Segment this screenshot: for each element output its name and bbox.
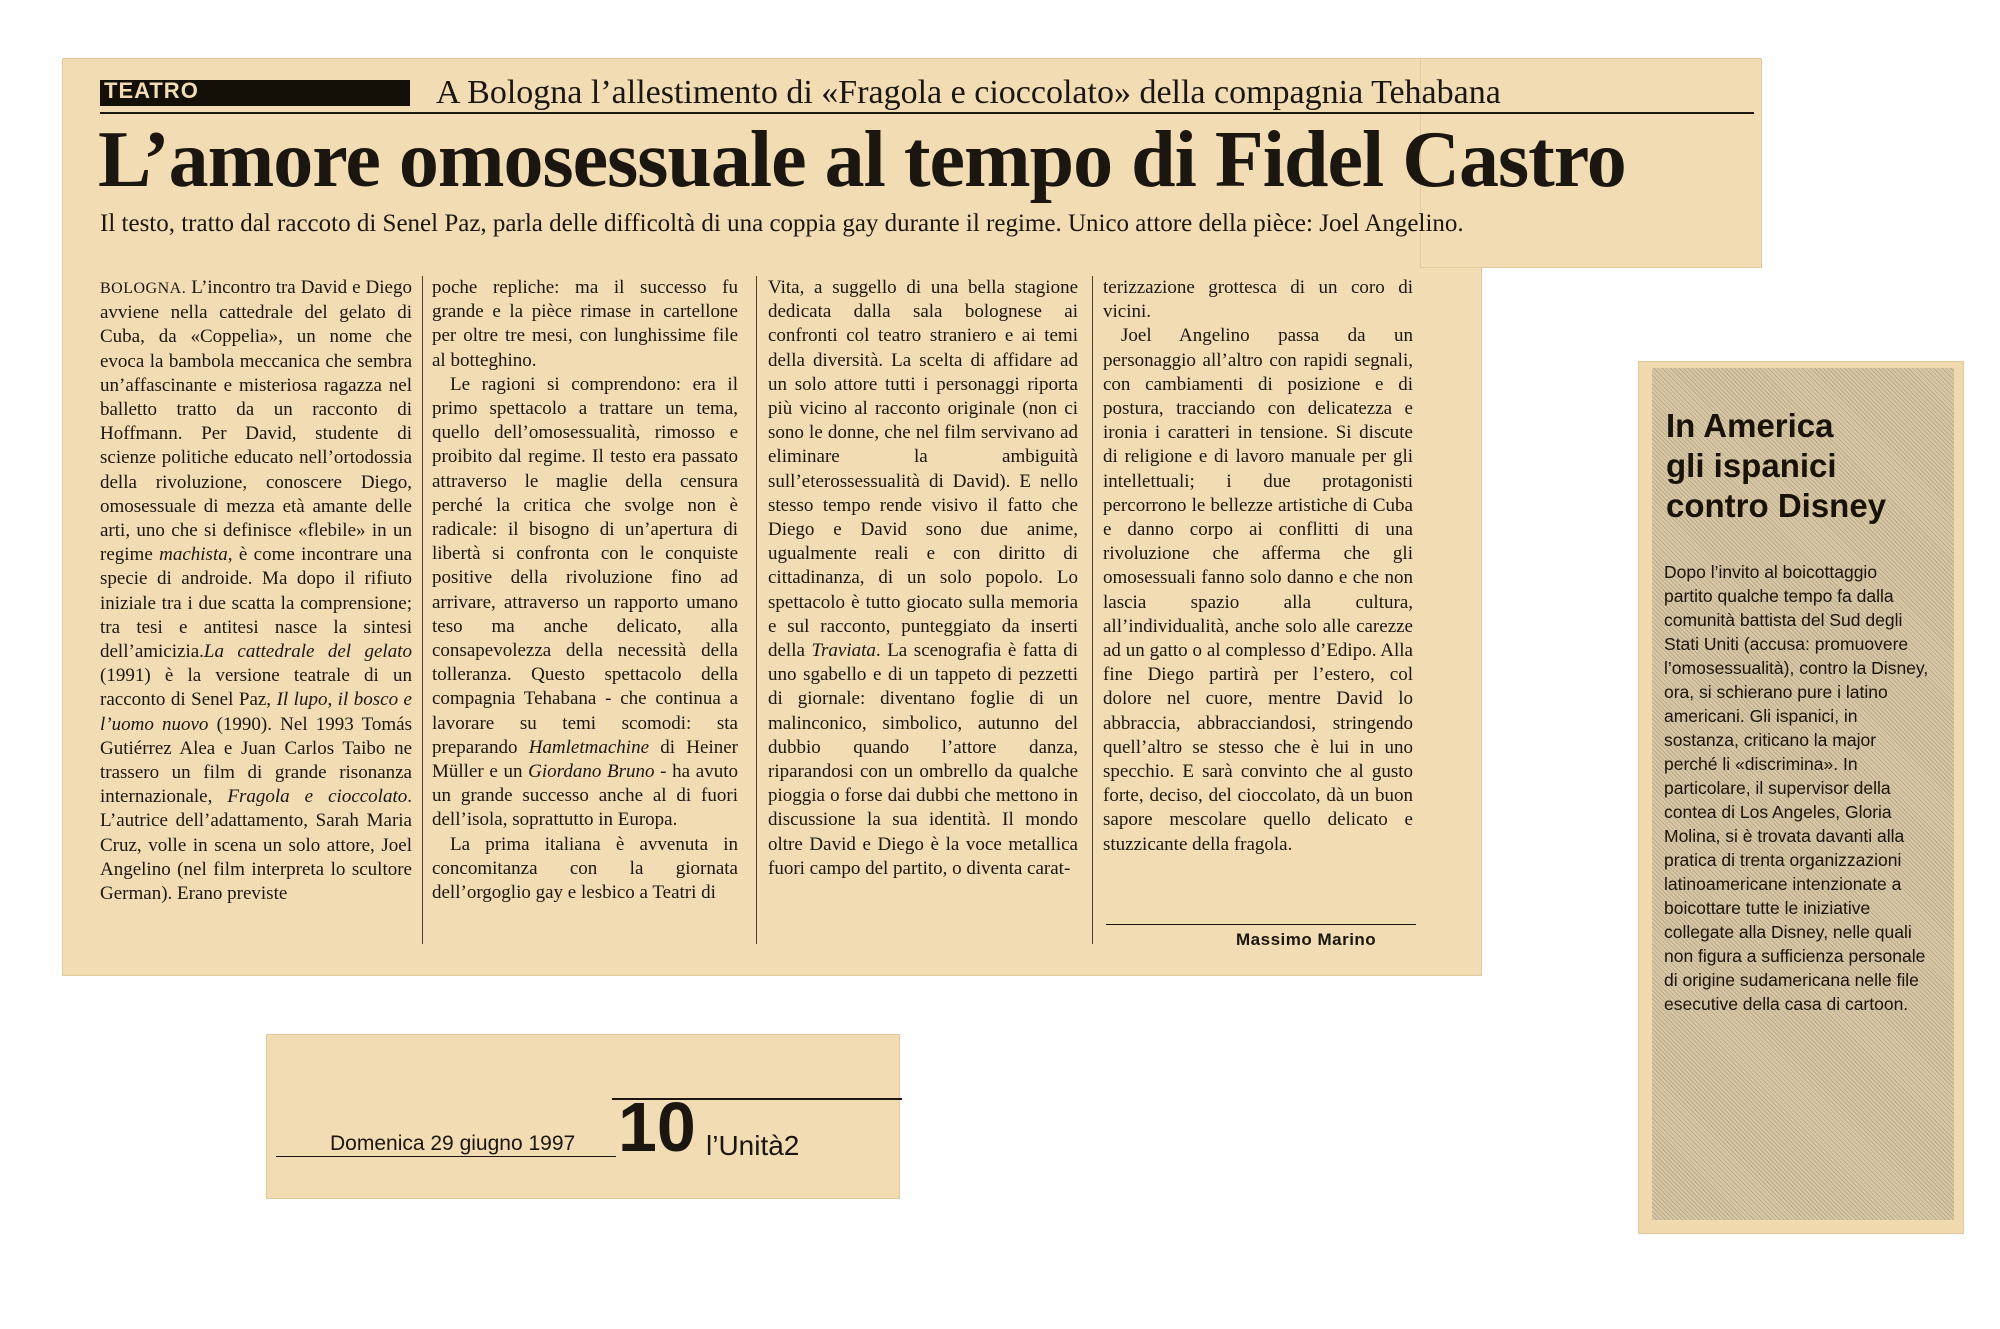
text-run: , è come incontrare una specie di androide. Ma dopo il rifiuto iniziale tra i due scatta la comprensione; tra tesi e antitesi nasce la sintesi dell’amicizia.: [100, 544, 412, 663]
date-rule: [276, 1156, 616, 1157]
page-number: 10: [618, 1088, 696, 1166]
sidebar-body: Dopo l’invito al boicottaggio partito qualche tempo fa dalla comunità battista del Sud degli Stati Uniti (accusa: promuovere l’omosessualità), contro la Disney, ora, si schierano pure i latino americani. Gli ispanici, in sostanza, criticano la major perché li «discrimina». In particolare, il supervisor della contea di Los Angeles, Gloria Molina, si è trovata davanti alla pratica di trenta organizzazioni latinoamericane intenzionate a boicottare tutte le iniziative collegate alla Disney, nelle quali non figura a sufficienza personale di origine sudamericana nelle file esecutive della casa di cartoon.: [1664, 562, 1929, 1014]
column-divider: [422, 276, 423, 944]
column-paragraph: terizzazione grottesca di un coro di vicini.: [1103, 277, 1413, 323]
column-paragraph: [100, 276, 412, 906]
newspaper-name: l’Unità2: [706, 1130, 800, 1161]
italic-run: Il lupo, il bosco e l’uomo nuovo: [100, 689, 412, 735]
text-run: . L’autrice dell’adattamento, Sarah Maria Cruz, volle in scena un solo attore, Joel Angelino (nel film interpreta lo scultore German). Erano previste: [100, 786, 412, 905]
text-run: di Heiner Müller e un: [432, 736, 738, 783]
italic-run: Giordano Bruno: [528, 761, 655, 783]
text-run: - ha avuto un grande successo anche al di fuori dell’isola, soprattutto in Europa.: [432, 761, 738, 831]
byline-rule: [1106, 924, 1416, 925]
text-run: L’incontro tra David e Diego avviene nella cattedrale del gelato di Cuba, da «Coppelia», un nome che evoca la bambola meccanica che sembra un’affascinante e misteriosa ragazza nel balletto tratto da un racconto di Hoffmann. Per David, studente di scienze politiche educato nell’ortodossia della rivoluzione, conoscere Diego, omosessuale di mezza età amante delle arti, uno che si definisce «flebile» in un regime: [100, 277, 412, 566]
column-paragraph: [432, 373, 738, 833]
article-byline: Massimo Marino: [1236, 930, 1377, 949]
italic-run: La cattedrale del gelato: [203, 641, 412, 663]
article-subtitle: A Bologna l’allestimento di «Fragola e cioccolato» della compagnia Tehabana: [436, 74, 1501, 111]
sidebar-title-line: contro Disney: [1666, 487, 1887, 524]
section-kicker: TEATRO: [104, 78, 199, 103]
date-clipping: [266, 1034, 900, 1199]
column-paragraph: poche repliche: ma il successo fu grande e la pièce rimase in cartellone per oltre tre mesi, con lunghissime file al botteghino.: [432, 277, 738, 371]
italic-run: Traviata: [811, 640, 876, 662]
article-column-2: [432, 276, 738, 905]
dateline: BOLOGNA.: [100, 280, 187, 297]
column-paragraph: [768, 276, 1078, 881]
text-run: . La scenografia è fatta di uno sgabello e di un tappeto di pezzetti di giornale: diventano foglie di un malinconico, simbolico, autunno del dubbio quando l’attore danza, riparandosi con un ombrello da qualche pioggia o forse dai dubbi che mettono in discussione la sua identità. Il mondo oltre David e Diego è la voce metallica fuori campo del partito, o diventa carat-: [768, 640, 1078, 879]
sidebar-title-line: In America: [1666, 407, 1834, 444]
article-column-4: [1103, 276, 1413, 857]
italic-run: Hamletmachine: [528, 736, 650, 758]
italic-run: Fragola e cioccolato: [227, 786, 408, 808]
column-paragraph: La prima italiana è avvenuta in concomitanza con la giornata dell’orgoglio gay e lesbico a Teatri di: [432, 833, 738, 904]
column-divider: [1092, 276, 1093, 944]
article-column-3: [768, 276, 1078, 881]
article-headline: L’amore omosessuale al tempo di Fidel Castro: [98, 116, 1626, 204]
text-run: Le ragioni si comprendono: era il primo spettacolo a trattare un tema, quello dell’omosessualità, rimosso e proibito dal regime. Il testo era passato attraverso le maglie della censura perché la critica che svolge non è radicale: il bisogno di un’apertura di libertà si confronta con le conquiste positive della rivoluzione fino ad arrivare, attraverso un rapporto umano teso ma anche delicato, alla consapevolezza della necessità della tolleranza. Questo spettacolo della compagnia Tehabana - che continua a lavorare su temi scomodi: sta preparando: [432, 373, 738, 758]
column-paragraph: Joel Angelino passa da un personaggio all’altro con rapidi segnali, con cambiamenti di posizione e di postura, tracciando con delicatezza e ironia i caratteri in tensione. Si discute di religione e di lavoro manuale per gli intellettuali; i due protagonisti percorrono le bellezze artistiche di Cuba e danno corpo ai conflitti di una rivoluzione che afferma che gli omosessuali fanno solo danno e che non lascia spazio alla cultura, all’individualità, anche solo alle carezze ad un gatto o al complesso d’Edipo. Alla fine Diego partirà per l’estero, col dolore nel cuore, mentre David lo abbraccia, abbracciandosi, stringendo quell’altro se stesso che è lui in uno specchio. E sarà convinto che al gusto forte, deciso, del cioccolato, dà un buon sapore mescolare quello delicato e stuzzicante della fragola.: [1103, 325, 1413, 855]
italic-run: machista: [159, 544, 228, 566]
sidebar-title: [1666, 406, 1886, 526]
sidebar-title-line: gli ispanici: [1666, 447, 1837, 484]
column-divider: [756, 276, 757, 944]
issue-date: Domenica 29 giugno 1997: [330, 1132, 576, 1155]
text-run: Vita, a suggello di una bella stagione dedicata dalla sala bolognese ai confronti col teatro straniero e ai temi della diversità. La scelta di affidare ad un solo attore tutti i personaggi riporta più vicino al racconto originale (non ci sono le donne, che nel film servivano ad eliminare la ambiguità sull’eterossessualità di David). E nello stesso tempo rende visivo il fatto che Diego e David sono due anime, ugualmente reali e con diritto di cittadinanza, di un solo popolo. Lo spettacolo è tutto giocato sulla memoria e sul racconto, punteggiato da inserti della: [768, 277, 1078, 662]
text-run: (1990). Nel 1993 Tomás Gutiérrez Alea e Juan Carlos Taibo ne trassero un film di grande risonanza internazionale,: [100, 713, 412, 808]
article-deck: Il testo, tratto dal raccoto di Senel Paz, parla delle difficoltà di una coppia gay durante il regime. Unico attore della pièce: Joel Angelino.: [100, 210, 1464, 237]
text-run: (1991) è la versione teatrale di un racconto di Senel Paz,: [100, 665, 412, 711]
article-column-1: [100, 276, 412, 906]
